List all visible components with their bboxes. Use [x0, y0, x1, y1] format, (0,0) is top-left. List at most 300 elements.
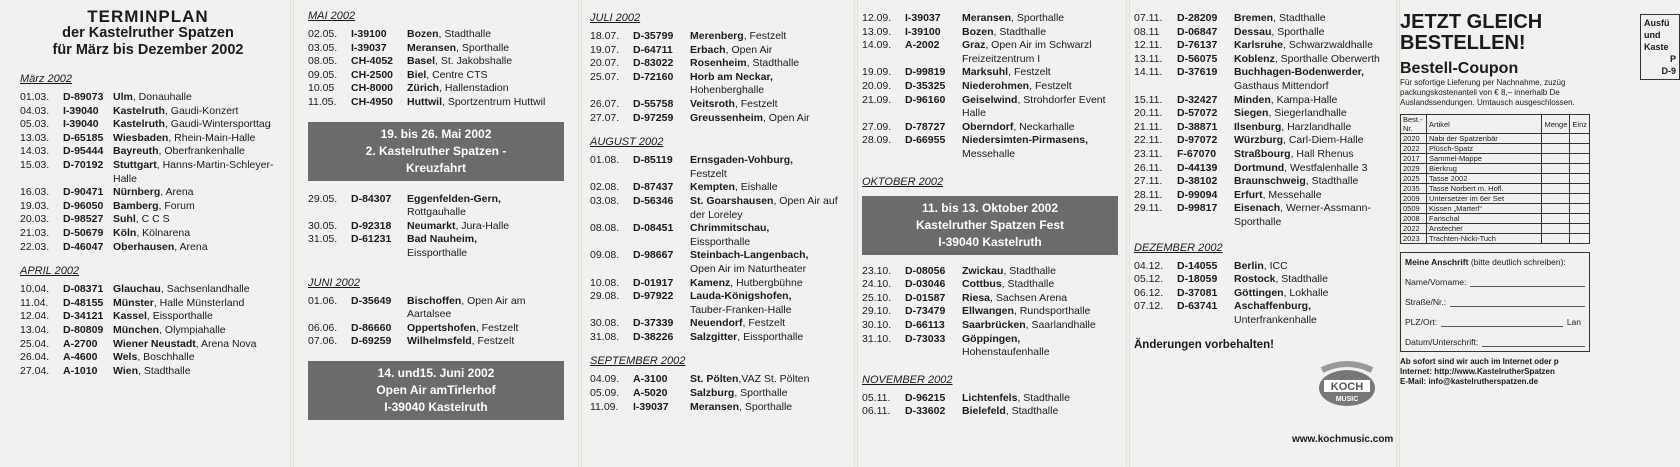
svg-text:KOCH: KOCH [1330, 381, 1364, 393]
postal-code: D-38226 [633, 330, 674, 343]
concert-row [20, 200, 276, 214]
venue [962, 333, 1118, 360]
city-name: Siegen [1234, 107, 1269, 120]
concert-date: 12.11. [1134, 39, 1163, 52]
postal-code: CH-4052 [351, 55, 394, 68]
postal-code: A-4600 [63, 351, 98, 364]
concert-date: 18.07. [590, 30, 620, 42]
venue-name: , Open Air am Aartalsee [407, 294, 526, 321]
city-name: Meransen [407, 41, 457, 54]
city-name: Zwickau [962, 264, 1004, 277]
postal-code: D-96050 [63, 199, 104, 212]
postal-code: D-38102 [1177, 175, 1218, 188]
concert-row [1134, 260, 1388, 274]
concert-date: 21.09. [862, 93, 892, 106]
venue-name: , Open Air [725, 43, 773, 56]
concert-date: 22.11. [1134, 134, 1163, 147]
concert-row [590, 154, 846, 181]
city-name: München [113, 323, 160, 336]
concert-row [590, 387, 846, 401]
venue [1234, 26, 1388, 40]
concert-date: 29.11. [1134, 202, 1163, 215]
order-item-row[interactable]: 2009 Untersetzer im 6er Set [1401, 194, 1590, 204]
venue [962, 405, 1118, 419]
city-name: Köln [113, 226, 137, 239]
concert-date: 21.11. [1134, 120, 1163, 133]
venue [690, 290, 846, 317]
city-name: Bamberg [113, 199, 159, 212]
order-item-row[interactable]: 2035 Tasse Norbert m. Hofl. [1401, 184, 1590, 194]
venue-name: Hohenstaufenhalle [962, 346, 1050, 359]
venue-name: , ICC [1263, 259, 1288, 272]
month-heading: März 2002 [20, 73, 72, 85]
concert-row [20, 145, 276, 159]
venue-name: , Open Air auf der Loreley [690, 194, 838, 221]
venue [1234, 202, 1388, 229]
postal-code: D-46047 [63, 240, 104, 253]
venue-name: , Sportzentrum Huttwil [442, 95, 546, 108]
venue-name: , Stadthalle [1275, 273, 1328, 286]
postal-code: D-56075 [1177, 52, 1218, 65]
postal-code: I-39037 [905, 12, 941, 24]
city-name: Braunschweig [1234, 175, 1306, 188]
order-item-row[interactable]: 2023 Trachten-Nicki-Tuch [1401, 234, 1590, 244]
concert-date: 20.07. [590, 57, 620, 70]
venue [113, 186, 276, 200]
concert-date: 31.08. [590, 330, 620, 343]
venue-name: , Rundsporthalle [1013, 305, 1091, 318]
venue [407, 96, 564, 110]
venue [407, 193, 564, 220]
concert-row [20, 118, 276, 132]
concert-date: 02.08. [590, 181, 620, 194]
venue-name: Festzelt [690, 167, 727, 180]
postal-code: F-67070 [1177, 147, 1217, 160]
city-name: Meransen [690, 400, 740, 413]
postal-code: D-18059 [1177, 273, 1218, 286]
venue-name: , Stadthalle [1305, 175, 1359, 188]
venue [407, 55, 564, 69]
concert-date: 31.10. [862, 332, 892, 345]
concert-row [20, 365, 276, 379]
concert-row [1134, 162, 1388, 176]
postal-code: D-64711 [633, 43, 673, 56]
venue [690, 30, 846, 44]
postal-code: D-32427 [1177, 93, 1218, 106]
concert-date: 19.07. [590, 43, 620, 56]
city-name: Bischoffen [407, 294, 462, 307]
fest-banner: 11. bis 13. Oktober 2002 Kastelruther Spatzen Fest I-39040 Kastelruth [862, 196, 1118, 255]
order-item-row[interactable]: 2022 Plüsch-Spatz [1401, 144, 1590, 154]
venue-name: , Hutbergbühne [730, 276, 803, 289]
concert-date: 25.07. [590, 70, 620, 83]
venue [690, 44, 846, 58]
concert-row [590, 98, 846, 112]
concert-row [308, 55, 564, 69]
venue-name: , Stadthalle [993, 25, 1047, 38]
venue-name: Eissporthalle [690, 235, 751, 248]
venue-name: , Olympiahalle [159, 323, 226, 336]
open-air-banner: 14. und15. Juni 2002 Open Air amTirlerhof I-39040 Kastelruth [308, 361, 564, 420]
venue [113, 145, 276, 159]
concert-row [1134, 134, 1388, 148]
postal-code: D-66955 [905, 134, 946, 147]
order-table: Best.-Nr. Artikel Menge Einz 2020 Nabi der Spatzenbär 2022 Plüsch-Spatz 2017 Sammel-Mappe 2029 Bierkrug 2025 Tasse 2002 2035 Tasse Norbert m. Hofl. 2009 Untersetzer im 6er Set 0509 Kissen „Marterl“ 2008 Fanschal 2022 Anstecher 2023 Trachten-Nicki-Tuch [1400, 114, 1590, 244]
concert-date: 29.08. [590, 290, 620, 303]
venue [113, 200, 276, 214]
concert-date: 05.12. [1134, 273, 1164, 286]
postal-code: D-70192 [63, 158, 104, 171]
city-name: Suhl [113, 213, 136, 226]
venue-name: Hohenberghalle [690, 84, 765, 97]
venue [113, 227, 276, 241]
concert-row [862, 392, 1118, 406]
concert-row [590, 181, 846, 195]
concert-row [862, 333, 1118, 360]
city-name: Huttwil [407, 95, 442, 108]
city-name: Buchhagen-Bodenwerder, [1234, 66, 1365, 79]
month-heading: APRIL 2002 [20, 265, 80, 278]
city-name: Oberndorf [962, 120, 1014, 133]
venue [113, 105, 276, 119]
venue-name: Messehalle [962, 147, 1016, 160]
venue [1234, 94, 1388, 108]
venue-name: , Arena Nova [195, 337, 257, 350]
order-item-row[interactable]: 2025 Tasse 2002 [1401, 174, 1590, 184]
month-heading: DEZEMBER 2002 [1134, 241, 1223, 254]
concert-date: 07.12. [1134, 300, 1164, 313]
concert-row [1134, 53, 1388, 67]
venue-name: , Eissporthalle [146, 310, 213, 323]
postal-code: D-69259 [351, 335, 392, 348]
venue-name: , Gaudi-Wintersporttag [164, 118, 271, 131]
order-item-row[interactable]: 2008 Fanschal [1401, 214, 1590, 224]
venue-name: , Donauhalle [132, 91, 192, 103]
postal-code: D-35799 [633, 30, 674, 42]
city-name: Berlin [1234, 259, 1264, 272]
venue [690, 71, 846, 98]
postal-code: D-90471 [63, 186, 104, 199]
city-name: Wilhelmsfeld [407, 335, 472, 348]
postal-code: D-78727 [905, 120, 946, 133]
venue-name: , Festzelt [734, 97, 778, 110]
venue-name: , Stadthalle [138, 364, 191, 377]
concert-date: 04.09. [590, 373, 620, 386]
city-name: Minden [1234, 93, 1271, 106]
concert-date: 25.04. [20, 337, 50, 350]
concert-row [862, 26, 1118, 40]
concert-date: 05.11. [862, 391, 891, 404]
city-name: Salzgitter [690, 330, 738, 343]
venue [962, 26, 1118, 40]
venue [1234, 162, 1388, 176]
svg-text:MUSIC: MUSIC [1335, 396, 1359, 403]
venue [690, 57, 846, 71]
postal-code: CH-8000 [351, 82, 394, 95]
venue [690, 222, 846, 249]
concert-row [1134, 39, 1388, 53]
venue [1234, 260, 1388, 274]
venue-name: , St. Jakobshalle [435, 55, 513, 68]
city-field[interactable] [1441, 326, 1563, 327]
venue [1234, 175, 1388, 189]
venue-name: , Werner-Assmann-Sporthalle [1234, 202, 1371, 228]
order-item-row[interactable]: 2022 Anstecher [1401, 224, 1590, 234]
city-name: Biel [407, 68, 427, 81]
venue [690, 112, 846, 126]
venue-name: , Festzelt [1029, 79, 1072, 92]
street-field[interactable] [1450, 306, 1585, 307]
city-name: Graz [962, 39, 986, 52]
postal-code: D-98527 [63, 213, 104, 226]
concert-date: 07.06. [308, 335, 338, 348]
order-item-row[interactable]: 2020 Nabi der Spatzenbär [1401, 134, 1590, 144]
concert-row [308, 96, 564, 110]
venue-name: , Lokhalle [1283, 286, 1329, 299]
city-name: Bozen [962, 25, 994, 38]
venue [690, 373, 846, 387]
city-name: Lichtenfels [962, 391, 1018, 404]
venue [407, 28, 564, 42]
venue-name: , Eissporthalle [737, 330, 804, 343]
postal-code: D-84307 [351, 192, 392, 205]
postal-code: D-80809 [63, 323, 104, 336]
city-name: Koblenz [1234, 52, 1275, 65]
postal-code: D-73479 [905, 305, 946, 318]
venue [962, 66, 1118, 80]
concert-date: 14.03. [20, 145, 50, 158]
postal-code: D-87437 [633, 181, 674, 194]
city-name: Oppertshofen [407, 321, 476, 334]
concert-row [590, 57, 846, 71]
city-name: Niederohmen [962, 79, 1030, 92]
city-name: Kastelruth [113, 118, 165, 131]
venue-name: , Stadthalle [1017, 391, 1070, 404]
concert-date: 19.09. [862, 66, 892, 79]
concert-date: 25.10. [862, 291, 892, 304]
postal-code: A-2002 [905, 39, 940, 52]
concert-date: 23.11. [1134, 147, 1163, 160]
concert-row [1134, 273, 1388, 287]
postal-code: D-96160 [905, 93, 946, 106]
venue [113, 310, 276, 324]
venue-name: , Stadthalle [1001, 278, 1055, 291]
postal-code: D-06847 [1177, 25, 1218, 38]
venue-name: , Festzelt [1008, 66, 1051, 79]
month-heading: MAI 2002 [308, 10, 356, 22]
postal-code: I-39040 [63, 118, 99, 131]
concert-row [590, 222, 846, 249]
venue-name: , Sporthalle [1271, 25, 1325, 38]
city-name: Dessau [1234, 25, 1272, 38]
postal-code: D-85119 [633, 154, 673, 167]
concert-date: 06.11. [862, 405, 891, 418]
postal-code: D-14055 [1177, 259, 1218, 272]
concert-date: 03.08. [590, 194, 620, 207]
order-item-row[interactable]: 2017 Sammel-Mappe [1401, 154, 1590, 164]
concert-row [20, 213, 276, 227]
venue [113, 132, 276, 146]
venue [1234, 273, 1388, 287]
venue-name: , Schwarzwaldhalle [1283, 39, 1373, 52]
postal-code: D-03046 [905, 278, 946, 291]
concert-date: 05.03. [20, 118, 50, 131]
postal-code: D-37081 [1177, 286, 1218, 299]
order-item-row[interactable]: 2029 Bierkrug [1401, 164, 1590, 174]
city-name: Wiener Neustadt [113, 337, 196, 350]
postal-code: D-37619 [1177, 66, 1218, 79]
venue [407, 82, 564, 96]
concert-row [590, 71, 846, 98]
concert-row [1134, 287, 1388, 301]
venue [690, 154, 846, 181]
venue-name: , Westfalenhalle 3 [1284, 161, 1368, 174]
concert-row [1134, 94, 1388, 108]
venue [962, 265, 1118, 279]
concert-date: 06.06. [308, 321, 338, 334]
concert-date: 27.11. [1134, 175, 1163, 188]
venue-name: , C C S [135, 213, 170, 226]
concert-row [20, 91, 276, 105]
month-heading: NOVEMBER 2002 [862, 373, 953, 386]
concert-row [590, 317, 846, 331]
concert-date: 01.03. [20, 91, 50, 103]
postal-code: D-97922 [633, 290, 674, 303]
city-name: Ernsgaden-Vohburg, [690, 154, 794, 167]
order-item-row[interactable]: 0509 Kissen „Marterl“ [1401, 204, 1590, 214]
city-name: Eggenfelden-Gern, [407, 192, 501, 205]
postal-code: D-73033 [905, 332, 946, 345]
concert-date: 27.09. [862, 120, 892, 133]
postal-code: A-3100 [633, 373, 668, 386]
venue-name: , Stadthalle [438, 28, 492, 40]
signature-field[interactable] [1482, 346, 1585, 347]
website-link[interactable]: www.kochmusic.com [1292, 434, 1394, 445]
order-coupon [1400, 0, 1680, 467]
postal-code: D-08451 [633, 222, 674, 235]
concert-row [1134, 26, 1388, 40]
concert-row [308, 82, 564, 96]
venue [962, 121, 1118, 135]
venue [113, 297, 276, 311]
month-heading: JUNI 2002 [308, 276, 360, 289]
postal-code: D-89073 [63, 91, 104, 103]
city-name: Wien [113, 364, 138, 377]
concert-date: 13.03. [20, 131, 50, 144]
concert-row [20, 283, 276, 297]
month-heading: AUGUST 2002 [590, 136, 664, 149]
postal-code: D-96215 [905, 391, 946, 404]
concert-date: 08.08. [590, 222, 620, 235]
concert-date: 24.10. [862, 278, 892, 291]
venue [962, 278, 1118, 292]
venue [407, 233, 564, 260]
panel-september-november [858, 0, 1126, 467]
venue [113, 213, 276, 227]
venue [407, 220, 564, 234]
venue [113, 338, 276, 352]
concert-row [308, 322, 564, 336]
venue [1234, 134, 1388, 148]
panel-july-september [582, 0, 854, 467]
venue-name: , Arena [160, 186, 194, 199]
concert-row [590, 331, 846, 345]
venue-name: Gasthaus Mittendorf [1234, 79, 1329, 92]
concert-date: 11.05. [308, 95, 337, 108]
concert-date: 20.09. [862, 79, 892, 92]
concert-row [862, 292, 1118, 306]
postal-code: D-28209 [1177, 12, 1218, 24]
concert-date: 01.08. [590, 154, 620, 167]
city-name: Erfurt [1234, 188, 1263, 201]
concert-date: 12.09. [862, 12, 892, 24]
concert-date: 10.04. [20, 283, 50, 296]
concert-row [590, 30, 846, 44]
concert-date: 22.03. [20, 240, 50, 253]
city-name: Kastelruth [113, 104, 165, 117]
city-name: Göttingen [1234, 286, 1284, 299]
concert-date: 15.03. [20, 158, 50, 171]
venue-name: , Saarlandhalle [1025, 318, 1096, 331]
concert-row [862, 305, 1118, 319]
venue [407, 322, 564, 336]
concert-row [20, 159, 276, 186]
concert-row [862, 94, 1118, 121]
concert-date: 13.09. [862, 25, 892, 38]
concert-date: 08.11 [1134, 25, 1160, 38]
venue [690, 249, 846, 276]
concert-row [862, 39, 1118, 66]
city-name: Kempten [690, 181, 735, 194]
venue [1234, 300, 1388, 327]
venue-name: , Messehalle [1262, 188, 1322, 201]
concert-row [862, 319, 1118, 333]
venue-name: ,VAZ St. Pölten [738, 373, 810, 386]
concert-row [308, 42, 564, 56]
venue-name: , Sporthalle [739, 400, 793, 413]
concert-row [20, 351, 276, 365]
venue [407, 335, 564, 349]
concert-row [1134, 66, 1388, 93]
concert-date: 27.07. [590, 111, 620, 124]
address-form: Meine Anschrift (bitte deutlich schreiben): Name/Vorname: Straße/Nr.: PLZ/Ort: Lan Datum/Unterschrift: [1400, 252, 1590, 352]
concert-date: 07.11. [1134, 12, 1163, 24]
name-field[interactable] [1470, 286, 1585, 287]
city-name: Saarbrücken [962, 318, 1026, 331]
postal-code: D-08371 [63, 283, 104, 296]
city-name: Bayreuth [113, 145, 159, 158]
concert-row [308, 220, 564, 234]
venue [113, 324, 276, 338]
venue [1234, 107, 1388, 121]
concert-date: 26.11. [1134, 161, 1163, 174]
venue-name: , Hallenstadion [439, 82, 509, 95]
concert-date: 28.11. [1134, 188, 1163, 201]
postal-code: D-35649 [351, 294, 392, 307]
city-name: Ulm [113, 91, 133, 103]
concert-date: 13.04. [20, 323, 50, 336]
city-name: Bremen [1234, 12, 1274, 24]
postal-code: D-99817 [1177, 202, 1218, 215]
venue [690, 387, 846, 401]
postal-code: D-01917 [633, 276, 674, 289]
city-name: Basel [407, 55, 436, 68]
city-name: Ilsenburg [1234, 120, 1282, 133]
venue-name: , Boschhalle [137, 351, 195, 364]
city-name: Bad Nauheim, [407, 233, 478, 246]
venue-name: , Sachsen Arena [990, 291, 1068, 304]
venue-name: , Centre CTS [426, 68, 488, 81]
